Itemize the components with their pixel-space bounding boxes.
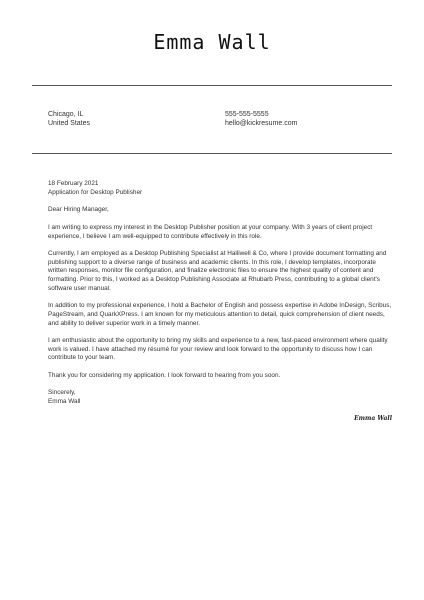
letter-body [48,180,392,406]
letter-date: 18 February 2021 [48,180,99,187]
bottom-divider [32,153,392,154]
applicant-name: Emma Wall [153,30,271,54]
letter-paragraph: Currently, I am employed as a Desktop Publishing Specialist at Halliwell & Co, where I provide document formatting and publishing support to a diverse range of business and academic clients. In this role, I develop templates, incorporate written responses, monitor file configuration, and finalize electronic files to ensure the highest quality of content and formatting. Prior to this, I worked as a Desktop Publishing Associate at Rhubarb Press, contributing to a global client's software user manual. [48,249,387,292]
letter-closing-name: Emma Wall [48,397,81,405]
letter-closing: Sincerely, [48,389,76,397]
contact-email: hello@kickresume.com [225,120,298,127]
letter-paragraph: In addition to my professional experience, I hold a Bachelor of English and possess expertise in Adobe InDesign, Scribus, PageStream, and QuarkXPress. I am known for my meticulous attention to detail, quick comprehension of client needs, and ability to deliver superior work in a timely manner. [48,302,392,327]
contact-phone: 555-555-5555 [225,111,269,118]
letter-subject: Application for Desktop Publisher [48,188,143,196]
contact-address [48,110,90,128]
letter-paragraph: I am writing to express my interest in the Desktop Publisher position at your company. With 3 years of client project experience, I believe I am well-equipped to contribute effectively in this role. [48,223,373,240]
top-divider [32,85,392,86]
letter-closing-block [48,389,392,406]
letter-paragraph: I am enthusiastic about the opportunity to bring my skills and experience to a new, fast-paced environment where quality work is valued. I have attached my résumé for your review and look forward to the opportunity to discuss how I can contribute to your team. [48,336,388,362]
contact-details [225,110,297,128]
handwritten-signature: Emma Wall [354,415,392,422]
letter-paragraph: Thank you for considering my application. I look forward to hearing from you soon. [48,371,281,379]
contact-city: Chicago, IL [48,111,84,118]
letter-salutation: Dear Hiring Manager, [48,206,109,214]
contact-country: United States [48,120,91,127]
